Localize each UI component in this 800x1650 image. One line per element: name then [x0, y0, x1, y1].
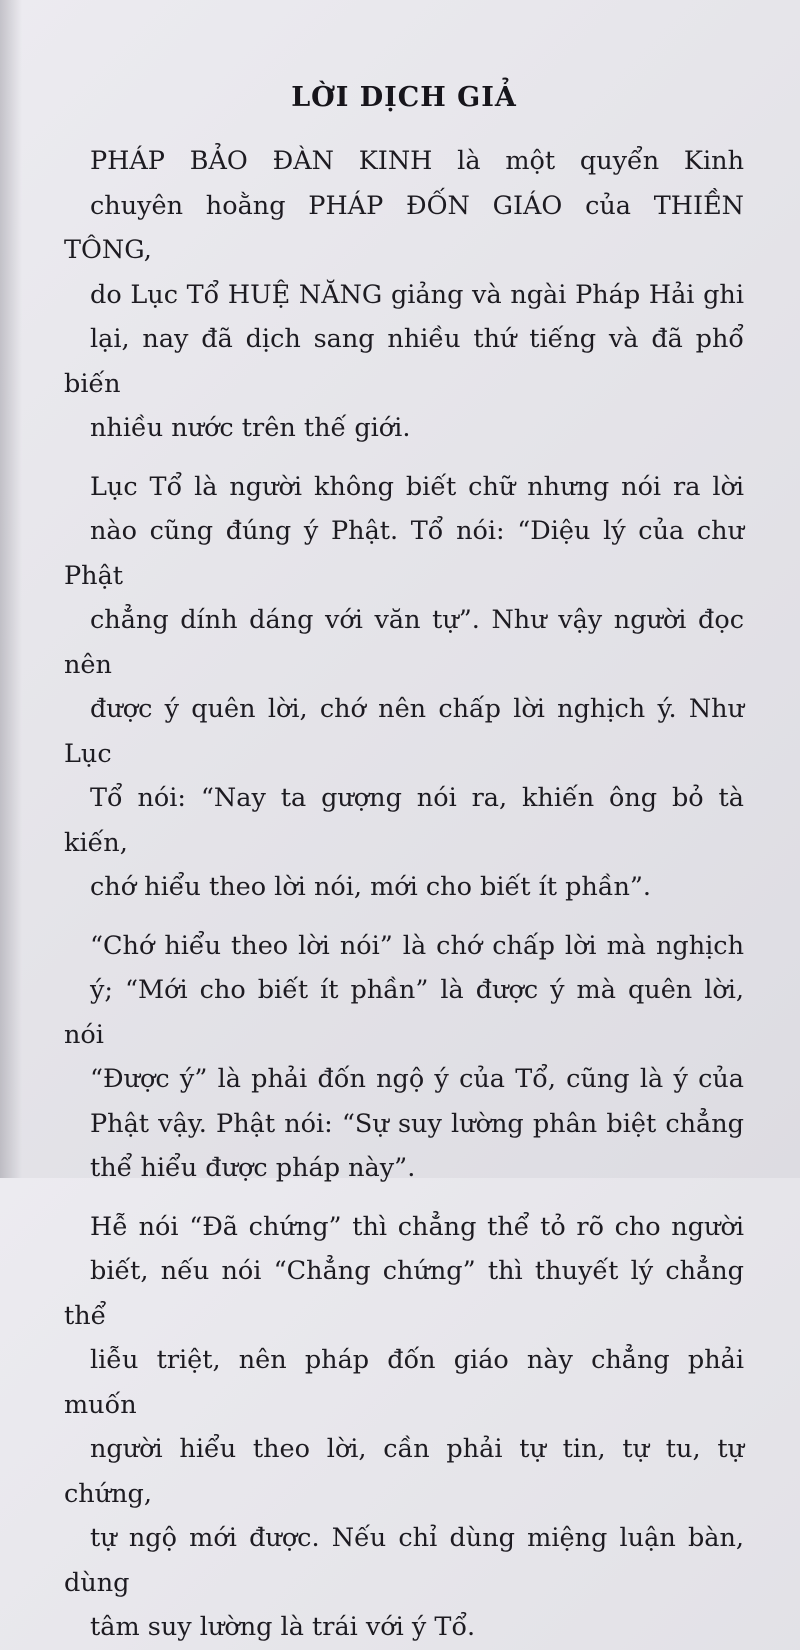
text-line: lại, nay đã dịch sang nhiều thứ tiếng và đã phổ biến [64, 324, 744, 399]
text-line: PHÁP BẢO ĐÀN KINH là một quyển Kinh [90, 146, 744, 176]
text-line: ý; “Mới cho biết ít phần” là được ý mà quên lời, nói [64, 975, 744, 1050]
text-line: liễu triệt, nên pháp đốn giáo này chẳng phải muốn [64, 1345, 744, 1420]
text-line: chuyên hoằng PHÁP ĐỐN GIÁO của THIỀN TÔNG, [64, 190, 744, 265]
text-line: người hiểu theo lời, cần phải tự tin, tự tu, tự chứng, [64, 1434, 744, 1509]
text-line: biết, nếu nói “Chẳng chứng” thì thuyết lý chẳng thể [64, 1256, 744, 1331]
paragraph-1 [64, 139, 744, 451]
text-line: nào cũng đúng ý Phật. Tổ nói: “Diệu lý của chư Phật [64, 516, 744, 591]
text-line: do Lục Tổ HUỆ NĂNG giảng và ngài Pháp Hải ghi [90, 279, 744, 310]
text-line: được ý quên lời, chớ nên chấp lời nghịch ý. Như Lục [64, 694, 744, 769]
paragraph-3 [64, 924, 744, 1191]
text-line: tâm suy lường là trái với ý Tổ. [90, 1612, 476, 1642]
text-line: Phật vậy. Phật nói: “Sự suy lường phân biệt chẳng [90, 1108, 744, 1139]
paragraph-4 [64, 1205, 744, 1650]
text-line: thể hiểu được pháp này”. [90, 1153, 416, 1183]
text-line: “Được ý” là phải đốn ngộ ý của Tổ, cũng là ý của [90, 1064, 744, 1094]
text-line: chớ hiểu theo lời nói, mới cho biết ít phần”. [90, 872, 652, 902]
text-line: tự ngộ mới được. Nếu chỉ dùng miệng luận bàn, dùng [64, 1523, 744, 1598]
text-line: chẳng dính dáng với văn tự”. Như vậy người đọc nên [64, 605, 744, 680]
paragraph-2 [64, 465, 744, 910]
text-line: Hễ nói “Đã chứng” thì chẳng thể tỏ rõ cho người [90, 1211, 744, 1242]
text-line: Lục Tổ là người không biết chữ nhưng nói ra lời [90, 471, 744, 502]
page-title: LỜI DỊCH GIẢ [291, 82, 517, 113]
text-line: “Chớ hiểu theo lời nói” là chớ chấp lời mà nghịch [90, 930, 744, 961]
text-line: nhiều nước trên thế giới. [90, 413, 411, 443]
text-line: Tổ nói: “Nay ta gượng nói ra, khiến ông bỏ tà kiến, [64, 783, 744, 858]
